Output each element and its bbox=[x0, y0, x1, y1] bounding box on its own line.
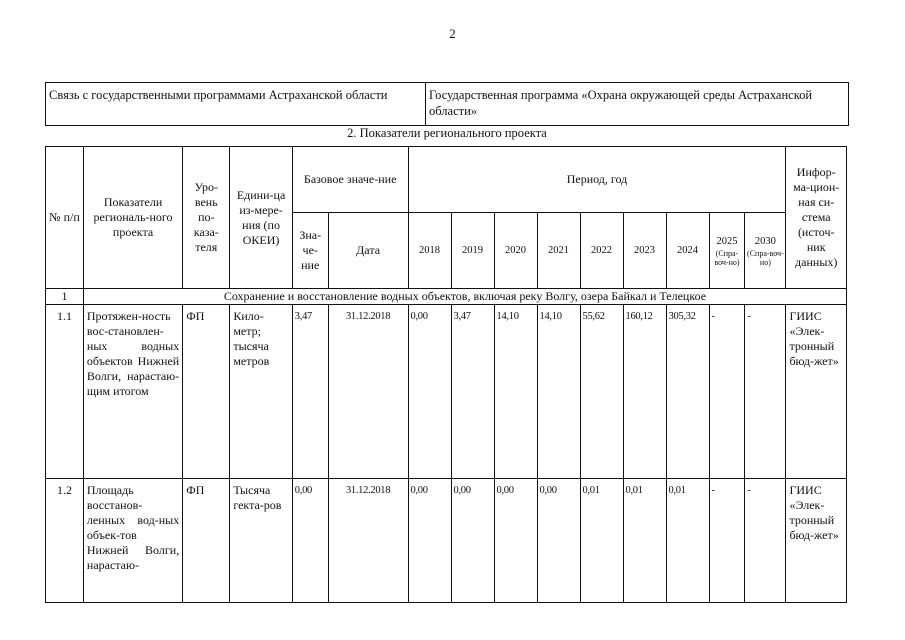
row-base-date: 31.12.2018 bbox=[328, 479, 408, 603]
program-link-table bbox=[45, 82, 849, 126]
header-year-2030-note: (Спра-воч-но) bbox=[747, 249, 784, 267]
page-number: 2 bbox=[449, 26, 456, 41]
header-period: Период, год bbox=[408, 147, 786, 213]
row-value: 0,00 bbox=[494, 479, 537, 603]
header-year: 2019 bbox=[451, 213, 494, 289]
header-year: 2023 bbox=[623, 213, 666, 289]
row-value: 0,00 bbox=[451, 479, 494, 603]
header-level: Уро-вень по-каза-теля bbox=[183, 147, 230, 289]
row-unit: Тысяча гекта-ров bbox=[230, 479, 292, 603]
row-indicator: Протяжен-ность вос-становлен-ных водных объектов Нижней Волги, нарастаю-щим итогом bbox=[83, 305, 182, 479]
indicators-table bbox=[45, 146, 847, 603]
row-value: 0,01 bbox=[580, 479, 623, 603]
header-year: 2021 bbox=[537, 213, 580, 289]
row-base-value: 3,47 bbox=[292, 305, 328, 479]
row-unit: Кило-метр; тысяча метров bbox=[230, 305, 292, 479]
header-year-2030 bbox=[745, 213, 786, 289]
header-base-value: Зна-че-ние bbox=[292, 213, 328, 289]
row-value: 305,32 bbox=[666, 305, 709, 479]
row-num: 1.1 bbox=[46, 305, 84, 479]
row-value: 0,01 bbox=[666, 479, 709, 603]
row-value: 160,12 bbox=[623, 305, 666, 479]
row-value-2030: - bbox=[745, 305, 786, 479]
row-level: ФП bbox=[183, 479, 230, 603]
row-value: 0,00 bbox=[537, 479, 580, 603]
row-value: 0,00 bbox=[408, 479, 451, 603]
header-info-system: Инфор-ма-цион-ная си-стема (источ-ник данных) bbox=[786, 147, 847, 289]
row-value-2030: - bbox=[745, 479, 786, 603]
row-value: 14,10 bbox=[494, 305, 537, 479]
header-num: № п/п bbox=[46, 147, 84, 289]
header-unit: Едини-ца из-мере-ния (по ОКЕИ) bbox=[230, 147, 292, 289]
header-year: 2020 bbox=[494, 213, 537, 289]
row-level: ФП bbox=[183, 305, 230, 479]
row-base-date: 31.12.2018 bbox=[328, 305, 408, 479]
table-row bbox=[46, 305, 847, 479]
section-row-num: 1 bbox=[46, 289, 84, 305]
header-year-2030-label: 2030 bbox=[754, 236, 776, 247]
program-link-label: Связь с государственными программами Астраханской области bbox=[46, 83, 426, 126]
header-year-2025-note: (Спра-воч-но) bbox=[714, 249, 740, 267]
row-info-system: ГИИС «Элек-тронный бюд-жет» bbox=[786, 479, 847, 603]
row-indicator: Площадь восстанов-ленных вод-ных объек-тов Нижней Волги, нарастаю- bbox=[83, 479, 182, 603]
row-value: 3,47 bbox=[451, 305, 494, 479]
row-value: 0,01 bbox=[623, 479, 666, 603]
row-num: 1.2 bbox=[46, 479, 84, 603]
header-year: 2018 bbox=[408, 213, 451, 289]
header-year-2025 bbox=[709, 213, 745, 289]
row-base-value: 0,00 bbox=[292, 479, 328, 603]
program-link-value: Государственная программа «Охрана окружающей среды Астраханской области» bbox=[426, 83, 849, 126]
section-title: 2. Показатели регионального проекта bbox=[347, 126, 547, 140]
header-year: 2022 bbox=[580, 213, 623, 289]
header-year-2025-label: 2025 bbox=[716, 236, 738, 247]
row-value: 55,62 bbox=[580, 305, 623, 479]
row-value: 14,10 bbox=[537, 305, 580, 479]
section-row-title: Сохранение и восстановление водных объектов, включая реку Волгу, озера Байкал и Телецкое bbox=[83, 289, 846, 305]
row-value-2025: - bbox=[709, 479, 745, 603]
header-indicator: Показатели региональ-ного проекта bbox=[83, 147, 182, 289]
header-base-date: Дата bbox=[328, 213, 408, 289]
row-value-2025: - bbox=[709, 305, 745, 479]
header-base: Базовое значе-ние bbox=[292, 147, 408, 213]
table-row bbox=[46, 479, 847, 603]
row-info-system: ГИИС «Элек-тронный бюд-жет» bbox=[786, 305, 847, 479]
row-value: 0,00 bbox=[408, 305, 451, 479]
header-year: 2024 bbox=[666, 213, 709, 289]
